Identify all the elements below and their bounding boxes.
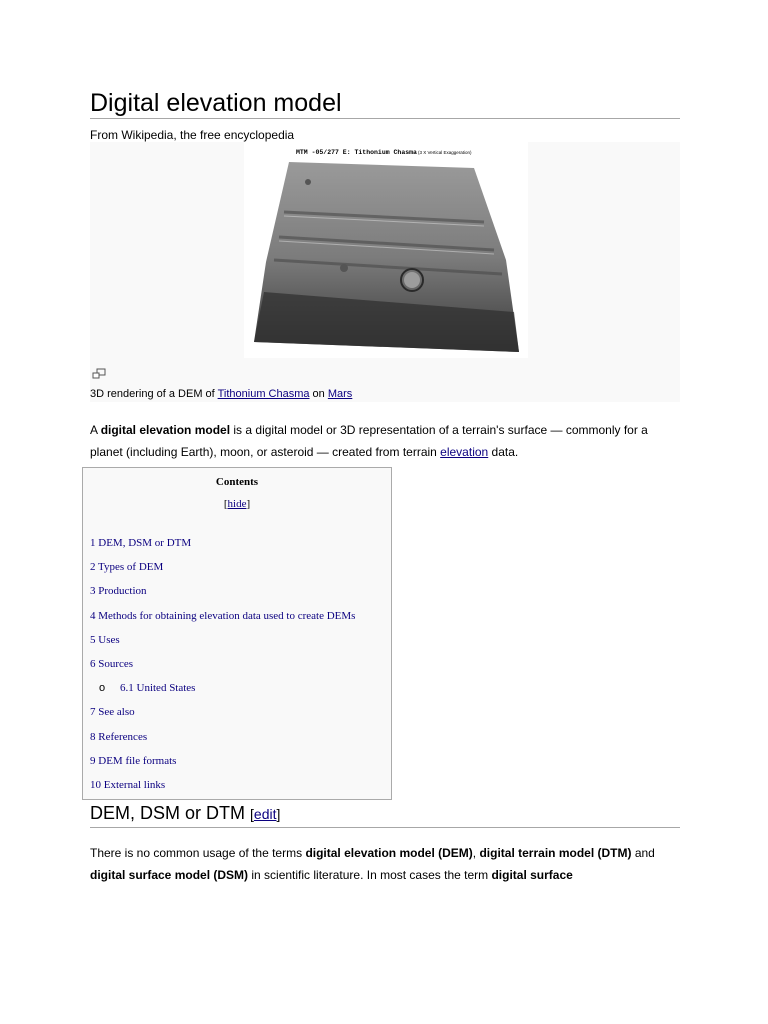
bold-term: digital surface model (DSM) xyxy=(90,868,249,882)
toc-hide-link[interactable]: hide xyxy=(227,498,247,510)
image-header-text: MTM -05/277 E: Tithonium Chasma xyxy=(296,149,417,156)
bold-term: digital elevation model (DEM) xyxy=(305,846,473,860)
caption-text: on xyxy=(309,388,328,400)
link-tithonium-chasma[interactable]: Tithonium Chasma xyxy=(217,388,310,400)
toc-item[interactable]: 8 References xyxy=(90,730,148,743)
bracket: [ xyxy=(250,806,254,822)
terrain-image[interactable] xyxy=(244,142,528,358)
link-elevation[interactable]: elevation xyxy=(440,445,489,459)
bracket: ] xyxy=(276,806,281,822)
image-header-note: (3 X Vertical Exaggeration) xyxy=(418,150,472,155)
toc-item[interactable]: 3 Production xyxy=(90,585,147,598)
toc-subitem[interactable] xyxy=(90,681,355,705)
intro-text: is a digital model or 3D representation of a terrain's surface — commonly for a planet (including Earth), moon, or asteroid — created from terrain xyxy=(90,423,648,459)
toc-hide-toggle xyxy=(83,498,391,510)
intro-bold-term: digital elevation model xyxy=(100,423,231,437)
toc-item[interactable]: 4 Methods for obtaining elevation data used to create DEMs xyxy=(90,609,356,622)
terrain-rendering xyxy=(244,142,528,358)
toc-item[interactable]: 6 Sources xyxy=(90,657,134,670)
toc-item[interactable]: 9 DEM file formats xyxy=(90,754,177,767)
caption-text: 3D rendering of a DEM of xyxy=(90,388,218,400)
crater-floor xyxy=(404,272,420,288)
toc-item[interactable]: 2 Types of DEM xyxy=(90,561,164,574)
bold-term: digital terrain model (DTM) xyxy=(479,846,632,860)
toc-list xyxy=(90,536,355,802)
small-crater xyxy=(340,264,348,272)
section-heading-text: DEM, DSM or DTM xyxy=(90,803,245,823)
edit-link[interactable]: edit xyxy=(253,806,277,822)
toc-sub-bullet: o xyxy=(99,682,106,695)
bracket: ] xyxy=(246,498,251,510)
section1-paragraph xyxy=(90,842,680,886)
intro-text: A xyxy=(90,423,101,437)
toc-item[interactable]: 1 DEM, DSM or DTM xyxy=(90,537,192,549)
section-edit xyxy=(250,806,280,822)
bold-term: digital surface xyxy=(491,868,573,882)
bracket: [ xyxy=(223,498,228,510)
figure-caption xyxy=(90,388,352,400)
page-title: Digital elevation model xyxy=(90,89,680,119)
intro-paragraph xyxy=(90,419,680,463)
body-text: in scientific literature. In most cases the term xyxy=(248,868,492,882)
toc-item[interactable]: 5 Uses xyxy=(90,633,120,646)
body-text: There is no common usage of the terms xyxy=(90,846,306,860)
toc-title: Contents xyxy=(215,476,259,488)
magnify-clip-icon[interactable] xyxy=(92,368,106,380)
toc-subitem-label: 6.1 United States xyxy=(120,682,196,695)
link-mars[interactable]: Mars xyxy=(327,388,353,400)
body-text: , xyxy=(472,846,480,860)
toc-item[interactable]: 10 External links xyxy=(90,778,166,791)
section-heading-dem-dsm-dtm xyxy=(90,801,680,828)
body-text: and xyxy=(631,846,655,860)
small-crater xyxy=(305,179,311,185)
figure-thumbnail xyxy=(90,142,680,402)
toc-item[interactable]: 7 See also xyxy=(90,706,135,719)
tagline: From Wikipedia, the free encyclopedia xyxy=(90,128,295,142)
table-of-contents xyxy=(82,467,392,800)
intro-text: data. xyxy=(488,445,519,459)
